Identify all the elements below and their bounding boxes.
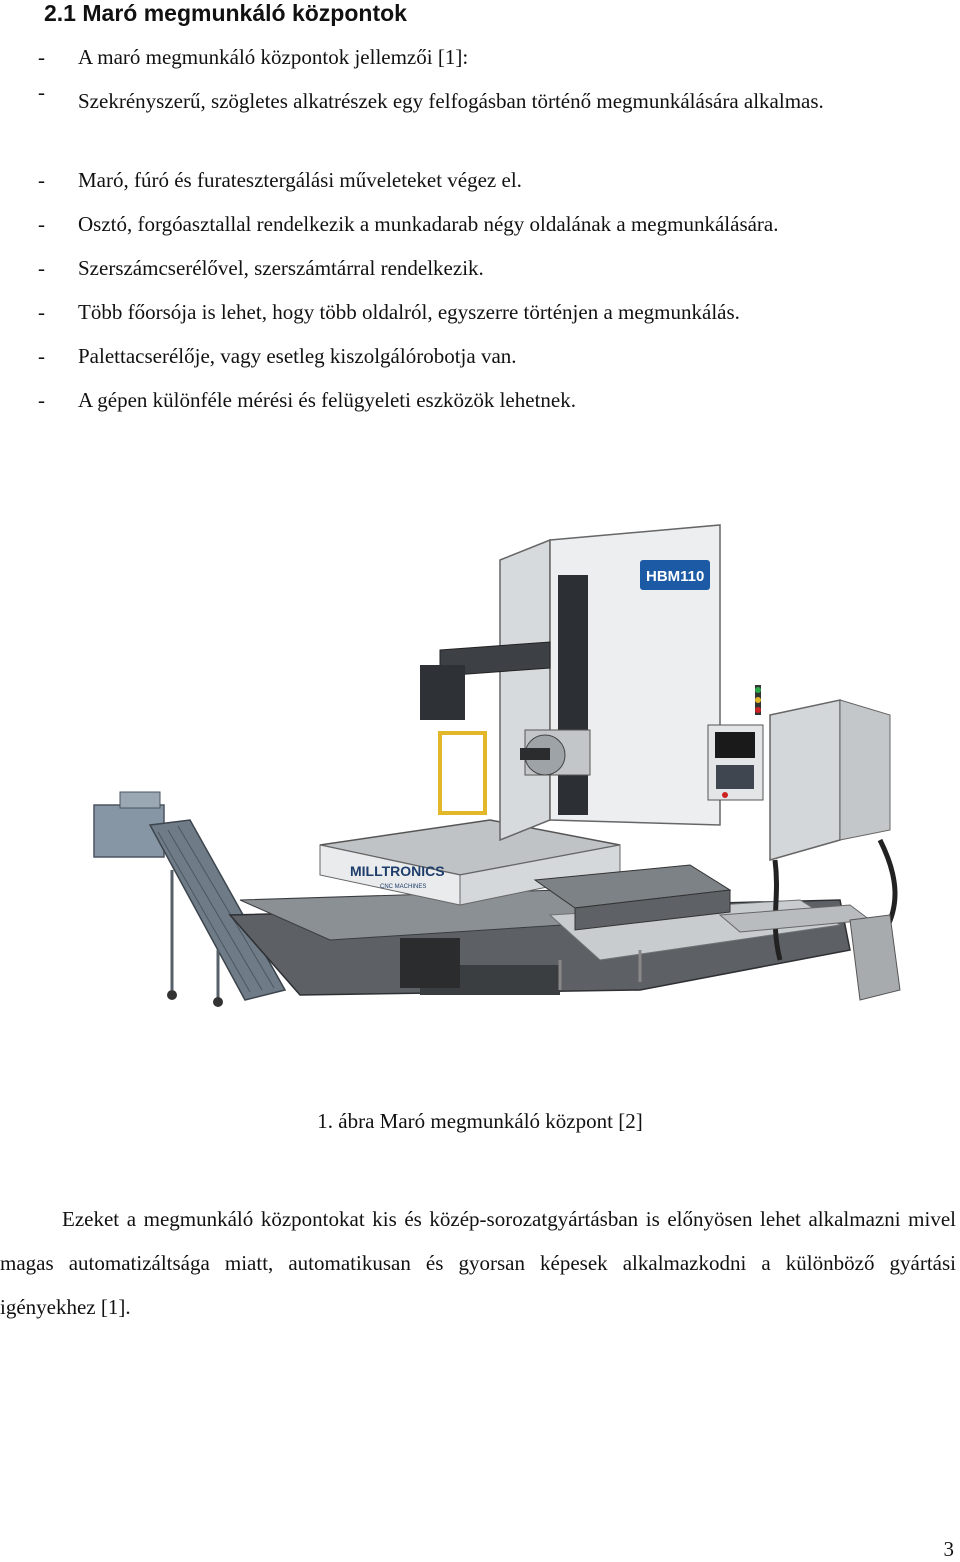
list-item: - Szekrényszerű, szögletes alkatrészek egy felfogásban történő megmunkálására alkalmas. [38, 80, 824, 113]
list-item: - Maró, fúró és furatesztergálási műveleteket végez el. [38, 168, 522, 192]
list-item: - Szerszámcserélővel, szerszámtárral rendelkezik. [38, 256, 484, 280]
list-item: - A gépen különféle mérési és felügyeleti eszközök lehetnek. [38, 388, 576, 412]
bullet-dash: - [38, 388, 45, 412]
list-item: - A maró megmunkáló központok jellemzői [1]: [38, 45, 469, 69]
bullet-dash: - [38, 344, 45, 368]
bullet-dash: - [38, 45, 45, 69]
body-paragraph: Ezeket a megmunkáló központokat kis és közép-sorozatgyártásban is előnyösen lehet alkalmazni mivel magas automatizáltsága miatt, automatikusan és gyorsan képesek alkalmazkodni a különböző gyártási igényekhez [1]. [0, 1207, 956, 1319]
bullet-dash: - [38, 168, 45, 192]
model-label: HBM110 [646, 568, 705, 585]
page-number: 3 [943, 1537, 954, 1561]
machine-figure [80, 520, 920, 1060]
machine-base [230, 890, 850, 995]
brand-sub-label: CNC MACHINES [380, 884, 427, 890]
figure-caption: 1. ábra Maró megmunkáló központ [2] [317, 1109, 643, 1133]
brand-label: MILLTRONICS [350, 863, 445, 879]
bullet-dash: - [38, 80, 45, 104]
control-screen [715, 732, 755, 758]
feature-list [0, 44, 960, 431]
machining-center-illustration [80, 520, 920, 1060]
bullet-dash: - [38, 300, 45, 324]
section-heading: 2.1 Maró megmunkáló központok [44, 0, 407, 26]
list-item: - Osztó, forgóasztallal rendelkezik a munkadarab négy oldalának a megmunkálására. [38, 212, 779, 236]
machine-column [420, 525, 720, 840]
bullet-dash: - [38, 256, 45, 280]
list-item: - Palettacserélője, vagy esetleg kiszolgálórobotja van. [38, 344, 517, 368]
bullet-dash: - [38, 212, 45, 236]
list-item: - Több főorsója is lehet, hogy több oldalról, egyszerre történjen a megmunkálás. [38, 300, 740, 324]
